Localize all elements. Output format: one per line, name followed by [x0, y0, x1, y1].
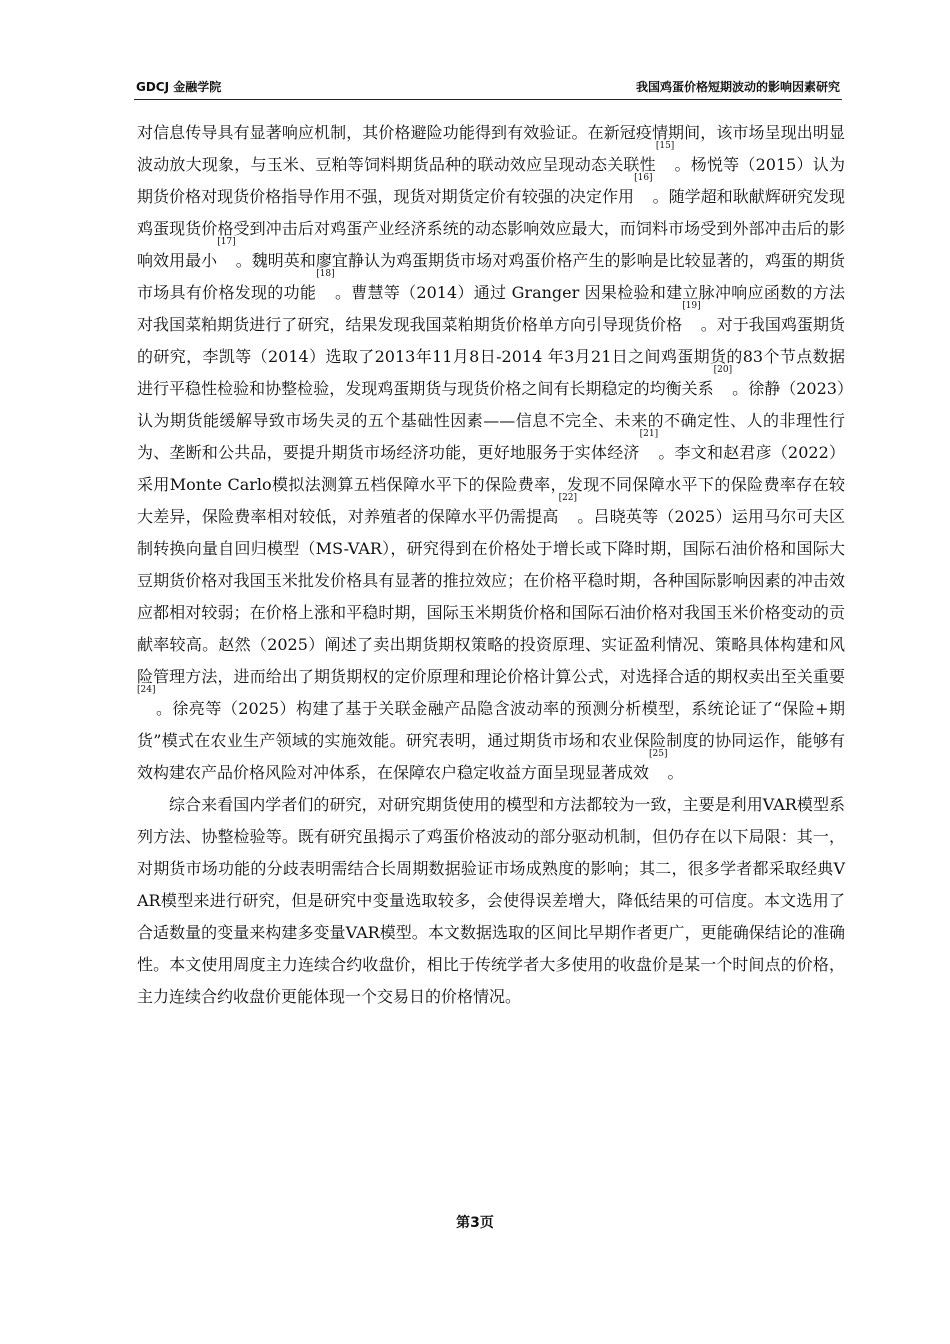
citation-marker: [17]: [217, 237, 236, 247]
text-run: 。: [667, 763, 684, 782]
body-paragraph: [137, 789, 845, 1013]
header-right-title: 我国鸡蛋价格短期波动的影响因素研究: [635, 80, 840, 94]
citation-marker: [18]: [316, 269, 335, 279]
text-run: 。随学超和耿献辉研究发现鸡蛋现货价格受到冲击后对鸡蛋产业经济系统的动态影响效应最大，而饲料市场受到外部冲击后的影响效用最小: [137, 187, 845, 270]
text-run: 。对于我国鸡蛋期货的研究，李凯等（2014）选取了2013年11月8日-2014 年3月21日之间鸡蛋期货的83个节点数据进行平稳性检验和协整检验，发现鸡蛋期货与现货价格之间有长期稳定的均衡关系: [137, 315, 845, 398]
citation-marker: [20]: [713, 365, 733, 375]
text-run: 综合来看国内学者们的研究，对研究期货使用的模型和方法都较为一致，主要是利用VAR模型系列方法、协整检验等。既有研究虽揭示了鸡蛋价格波动的部分驱动机制，但仍存在以下局限：其一，对期货市场功能的分歧表明需结合长周期数据验证市场成熟度的影响；其二，很多学者都采取经典VAR模型来进行研究，但是研究中变量选取较多，会使得误差增大，降低结果的可信度。本文选用了合适数量的变量来构建多变量VAR模型。本文数据选取的区间比早期作者更广，更能确保结论的准确性。本文使用周度主力连续合约收盘价，相比于传统学者大多使用的收盘价是某一个时间点的价格，主力连续合约收盘价更能体现一个交易日的价格情况。: [137, 795, 845, 1006]
text-run: 。李文和赵君彦（2022）采用Monte Carlo模拟法测算五档保障水平下的保险费率，发现不同保障水平下的保险费率存在较大差异，保险费率相对较低，对养殖者的保障水平仍需提高: [137, 443, 845, 526]
citation-marker: [21]: [639, 429, 659, 439]
text-run: 。徐亮等（2025）构建了基于关联金融产品隐含波动率的预测分析模型，系统论证了“保险+期货”模式在农业生产领域的实施效能。研究表明，通过期货市场和农业保险制度的协同运作，能够有效构建农产品价格风险对冲体系，在保障农户稳定收益方面呈现显著成效: [137, 699, 845, 782]
header-left-title: GDCJ 金融学院: [136, 80, 222, 94]
text-run: 。杨悦等（2015）认为期货价格对现货价格指导作用不强，现货对期货定价有较强的决定作用: [137, 155, 845, 206]
header-divider: [134, 99, 842, 100]
page-header: [136, 78, 840, 95]
citation-marker: [16]: [634, 173, 653, 183]
text-run: 对信息传导具有显著响应机制，其价格避险功能得到有效验证。在新冠疫情期间，该市场呈现出明显波动放大现象，与玉米、豆粕等饲料期货品种的联动效应呈现动态关联性: [137, 123, 845, 174]
citation-marker: [19]: [682, 301, 701, 311]
body-paragraph: [137, 117, 845, 789]
text-run: 。曹慧等（2014）通过 Granger 因果检验和建立脉冲响应函数的方法对我国菜粕期货进行了研究，结果发现我国菜粕期货价格单方向引导现货价格: [137, 283, 845, 334]
text-run: 。吕晓英等（2025）运用马尔可夫区制转换向量自回归模型（MS-VAR），研究得到在价格处于增长或下降时期，国际石油价格和国际大豆期货价格对我国玉米批发价格具有显著的推拉效应；在价格平稳时期，各种国际影响因素的冲击效应都相对较弱；在价格上涨和平稳时期，国际玉米期货价格和国际石油价格对我国玉米价格变动的贡献率较高。赵然（2025）阐述了卖出期货期权策略的投资原理、实证盈利情况、策略具体构建和风险管理方法，进而给出了期货期权的定价原理和理论价格计算公式，对选择合适的期权卖出至关重要: [137, 507, 845, 686]
text-run: 。徐静（2023）认为期货能缓解导致市场失灵的五个基础性因素——信息不完全、未来的不确定性、人的非理性行为、垄断和公共品，要提升期货市场经济功能，更好地服务于实体经济: [137, 379, 845, 462]
page-number: 第3页: [456, 1215, 494, 1231]
citation-marker: [24]: [137, 685, 156, 695]
main-body-text: [137, 117, 845, 1013]
citation-marker: [22]: [558, 493, 578, 503]
text-run: 。魏明英和廖宜静认为鸡蛋期货市场对鸡蛋价格产生的影响是比较显著的，鸡蛋的期货市场具有价格发现的功能: [137, 251, 845, 302]
citation-marker: [25]: [649, 749, 668, 759]
citation-marker: [15]: [655, 141, 675, 151]
